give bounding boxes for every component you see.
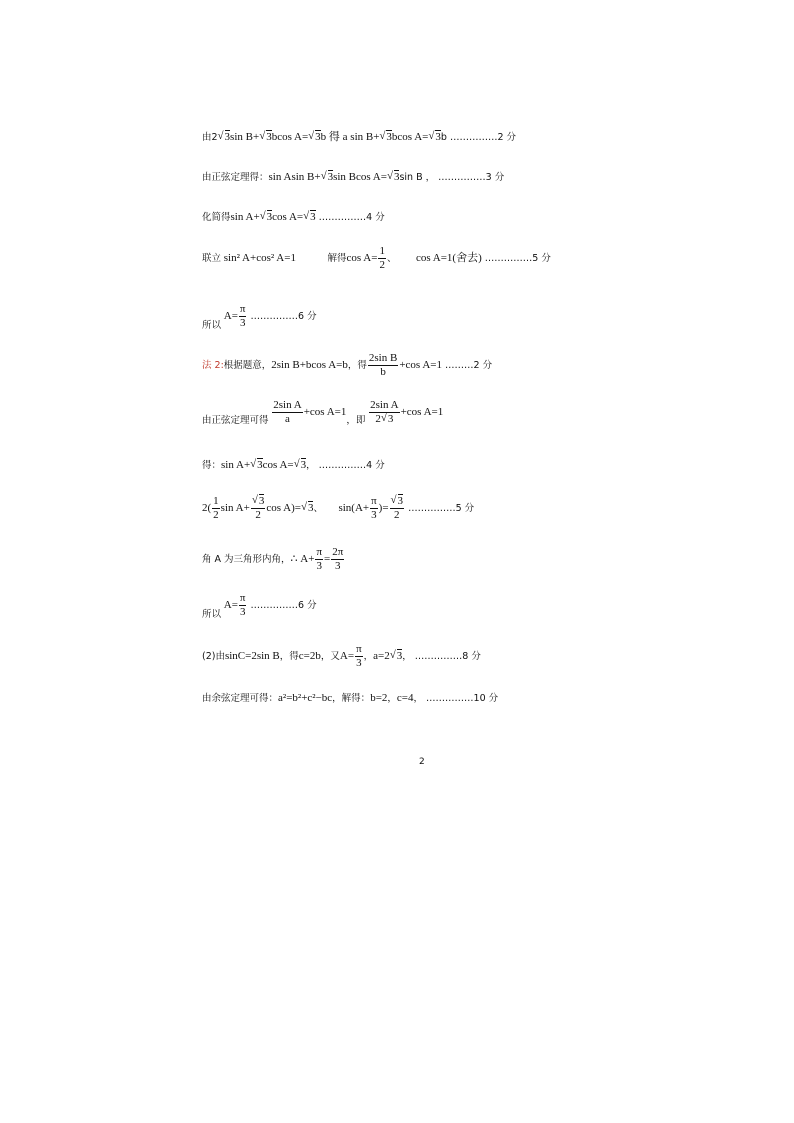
text: 、 bbox=[386, 253, 397, 265]
text: a=2 bbox=[373, 650, 390, 663]
equation: 2sin B+bcos A=b bbox=[271, 359, 348, 372]
text: ，又 bbox=[320, 651, 340, 663]
equation: cos A=1(舍去) bbox=[415, 252, 482, 265]
text: ， bbox=[387, 693, 397, 704]
fraction: $\frac{\pi}{3}$ bbox=[239, 303, 246, 329]
sqrt: √ 3 bbox=[260, 211, 273, 223]
score-note: ……………6 分 bbox=[247, 311, 317, 323]
text: ，即 bbox=[346, 415, 366, 427]
text: 所以 bbox=[202, 609, 222, 621]
text: 得： bbox=[202, 460, 222, 471]
solution-line-2 bbox=[202, 169, 504, 183]
sqrt: √ 3 bbox=[259, 131, 272, 143]
solution-line-8 bbox=[202, 457, 385, 471]
score-note: ， ……………10 分 bbox=[413, 693, 499, 704]
solution-line-3 bbox=[202, 209, 385, 223]
fraction: $\frac{1}{2}$ bbox=[379, 245, 385, 271]
text: sin Asin B+ bbox=[268, 171, 321, 183]
sqrt: √ 3 bbox=[250, 459, 263, 471]
text: cos A)= bbox=[266, 502, 301, 515]
equation: c=4 bbox=[396, 692, 414, 704]
text: +cos A=1 bbox=[303, 406, 347, 419]
text: 由正弦定理可得 bbox=[202, 415, 269, 427]
equation: a²=b²+c²−bc bbox=[278, 692, 333, 704]
sqrt: √ 3 bbox=[308, 131, 321, 143]
score-note: ， ……………8 分 bbox=[402, 651, 481, 663]
text: A= bbox=[223, 599, 238, 612]
text: ，得 bbox=[347, 360, 367, 372]
fraction: $\frac{1}{2}$ bbox=[213, 495, 219, 521]
method-label: 法 2: bbox=[202, 360, 224, 372]
text: ， bbox=[363, 651, 374, 663]
solution-line-7 bbox=[202, 399, 443, 426]
fraction: $\frac{\pi}{3}$ bbox=[356, 643, 362, 669]
solution-line-10 bbox=[202, 546, 345, 573]
text: 所以 bbox=[202, 320, 222, 332]
page-number: 2 bbox=[419, 757, 425, 767]
text: 2( bbox=[202, 502, 212, 515]
sqrt: √ 3 bbox=[321, 171, 334, 183]
fraction: $\frac{\text{2sin A}}{2√ 3}$ bbox=[369, 399, 399, 426]
score-note: ……………6 分 bbox=[247, 600, 317, 612]
text: ，解得： bbox=[332, 693, 371, 704]
score-note: ……………5 分 bbox=[481, 253, 551, 265]
score-note: ………2 分 bbox=[442, 360, 493, 372]
fraction: $\frac{\pi}{3}$ bbox=[239, 592, 246, 618]
sqrt: √ 3 bbox=[428, 131, 441, 143]
solution-line-9 bbox=[202, 495, 474, 522]
text: ，得 bbox=[279, 651, 299, 663]
text: bcos A= bbox=[271, 131, 309, 143]
text: A= bbox=[339, 650, 355, 663]
sqrt: √ 3 bbox=[379, 131, 392, 143]
text: b 得 a sin B+ bbox=[320, 131, 380, 143]
text: )= bbox=[378, 502, 389, 515]
text: +cos A=1 bbox=[399, 359, 442, 372]
text: (2)由 bbox=[202, 651, 225, 663]
text: 、 bbox=[313, 503, 323, 515]
text: cos A= bbox=[346, 252, 378, 265]
text: sin A+ bbox=[221, 459, 251, 471]
solution-line-5 bbox=[202, 303, 317, 330]
text: 角 A 为三角形内角， bbox=[202, 554, 291, 566]
fraction: √ $\frac{3}{2}$ bbox=[251, 495, 266, 522]
text: A= bbox=[223, 310, 238, 323]
score-note: b ……………2 分 bbox=[440, 132, 517, 143]
equation: sinC=2sin B bbox=[224, 650, 280, 663]
sqrt: √ 3 bbox=[301, 502, 314, 514]
fraction: $\frac{\pi}{3}$ bbox=[316, 546, 323, 572]
text: cos A= bbox=[262, 459, 294, 471]
text: bcos A= bbox=[391, 131, 429, 143]
equation: c=2b bbox=[298, 650, 321, 663]
fraction: $\frac{\text{2sin B}}{b}$ bbox=[368, 352, 398, 378]
score-note: sin B ， ……………3 分 bbox=[399, 172, 505, 183]
sqrt: √ 3 bbox=[294, 459, 307, 471]
text: = bbox=[324, 553, 331, 566]
text: sin A+ bbox=[230, 211, 260, 223]
text: sin B+ bbox=[230, 131, 260, 143]
text: 化简得 bbox=[202, 212, 231, 223]
text: 联立 bbox=[202, 253, 222, 265]
solution-line-6 bbox=[202, 352, 492, 379]
text: sin(A+ bbox=[338, 502, 370, 515]
equation: b=2 bbox=[370, 692, 388, 704]
text: 由余弦定理可得： bbox=[202, 693, 279, 704]
text: 由正弦定理得： bbox=[202, 172, 269, 183]
text: sin Bcos A= bbox=[333, 171, 387, 183]
solution-line-11 bbox=[202, 592, 317, 619]
score-note: ， ……………4 分 bbox=[306, 460, 385, 471]
sqrt: √ 3 bbox=[387, 171, 400, 183]
solution-line-1 bbox=[202, 128, 516, 144]
text: 解得 bbox=[327, 253, 347, 265]
text: 由2 bbox=[202, 132, 218, 143]
text: ∴ A+ bbox=[290, 553, 315, 566]
text: cos A= bbox=[272, 211, 304, 223]
fraction: $\frac{\pi}{3}$ bbox=[371, 495, 377, 521]
text: +cos A=1 bbox=[400, 406, 444, 419]
fraction: √ $\frac{3}{2}$ bbox=[390, 495, 405, 522]
solution-line-12 bbox=[202, 643, 481, 670]
fraction: $\frac{\text{2sin A}}{a}$ bbox=[273, 399, 302, 425]
solution-line-4 bbox=[202, 245, 551, 272]
score-note: ……………4 分 bbox=[315, 212, 385, 223]
score-note: ……………5 分 bbox=[405, 503, 475, 515]
sqrt: √ 3 bbox=[218, 131, 231, 143]
text: sin A+ bbox=[220, 502, 250, 515]
sqrt: √ 3 bbox=[303, 211, 316, 223]
text: 根据题意， bbox=[223, 360, 272, 372]
fraction: $\frac{2\pi}{3}$ bbox=[332, 546, 344, 572]
sqrt: √ 3 bbox=[390, 650, 403, 662]
equation: sin² A+cos² A=1 bbox=[223, 252, 296, 265]
solution-line-13 bbox=[202, 690, 498, 704]
